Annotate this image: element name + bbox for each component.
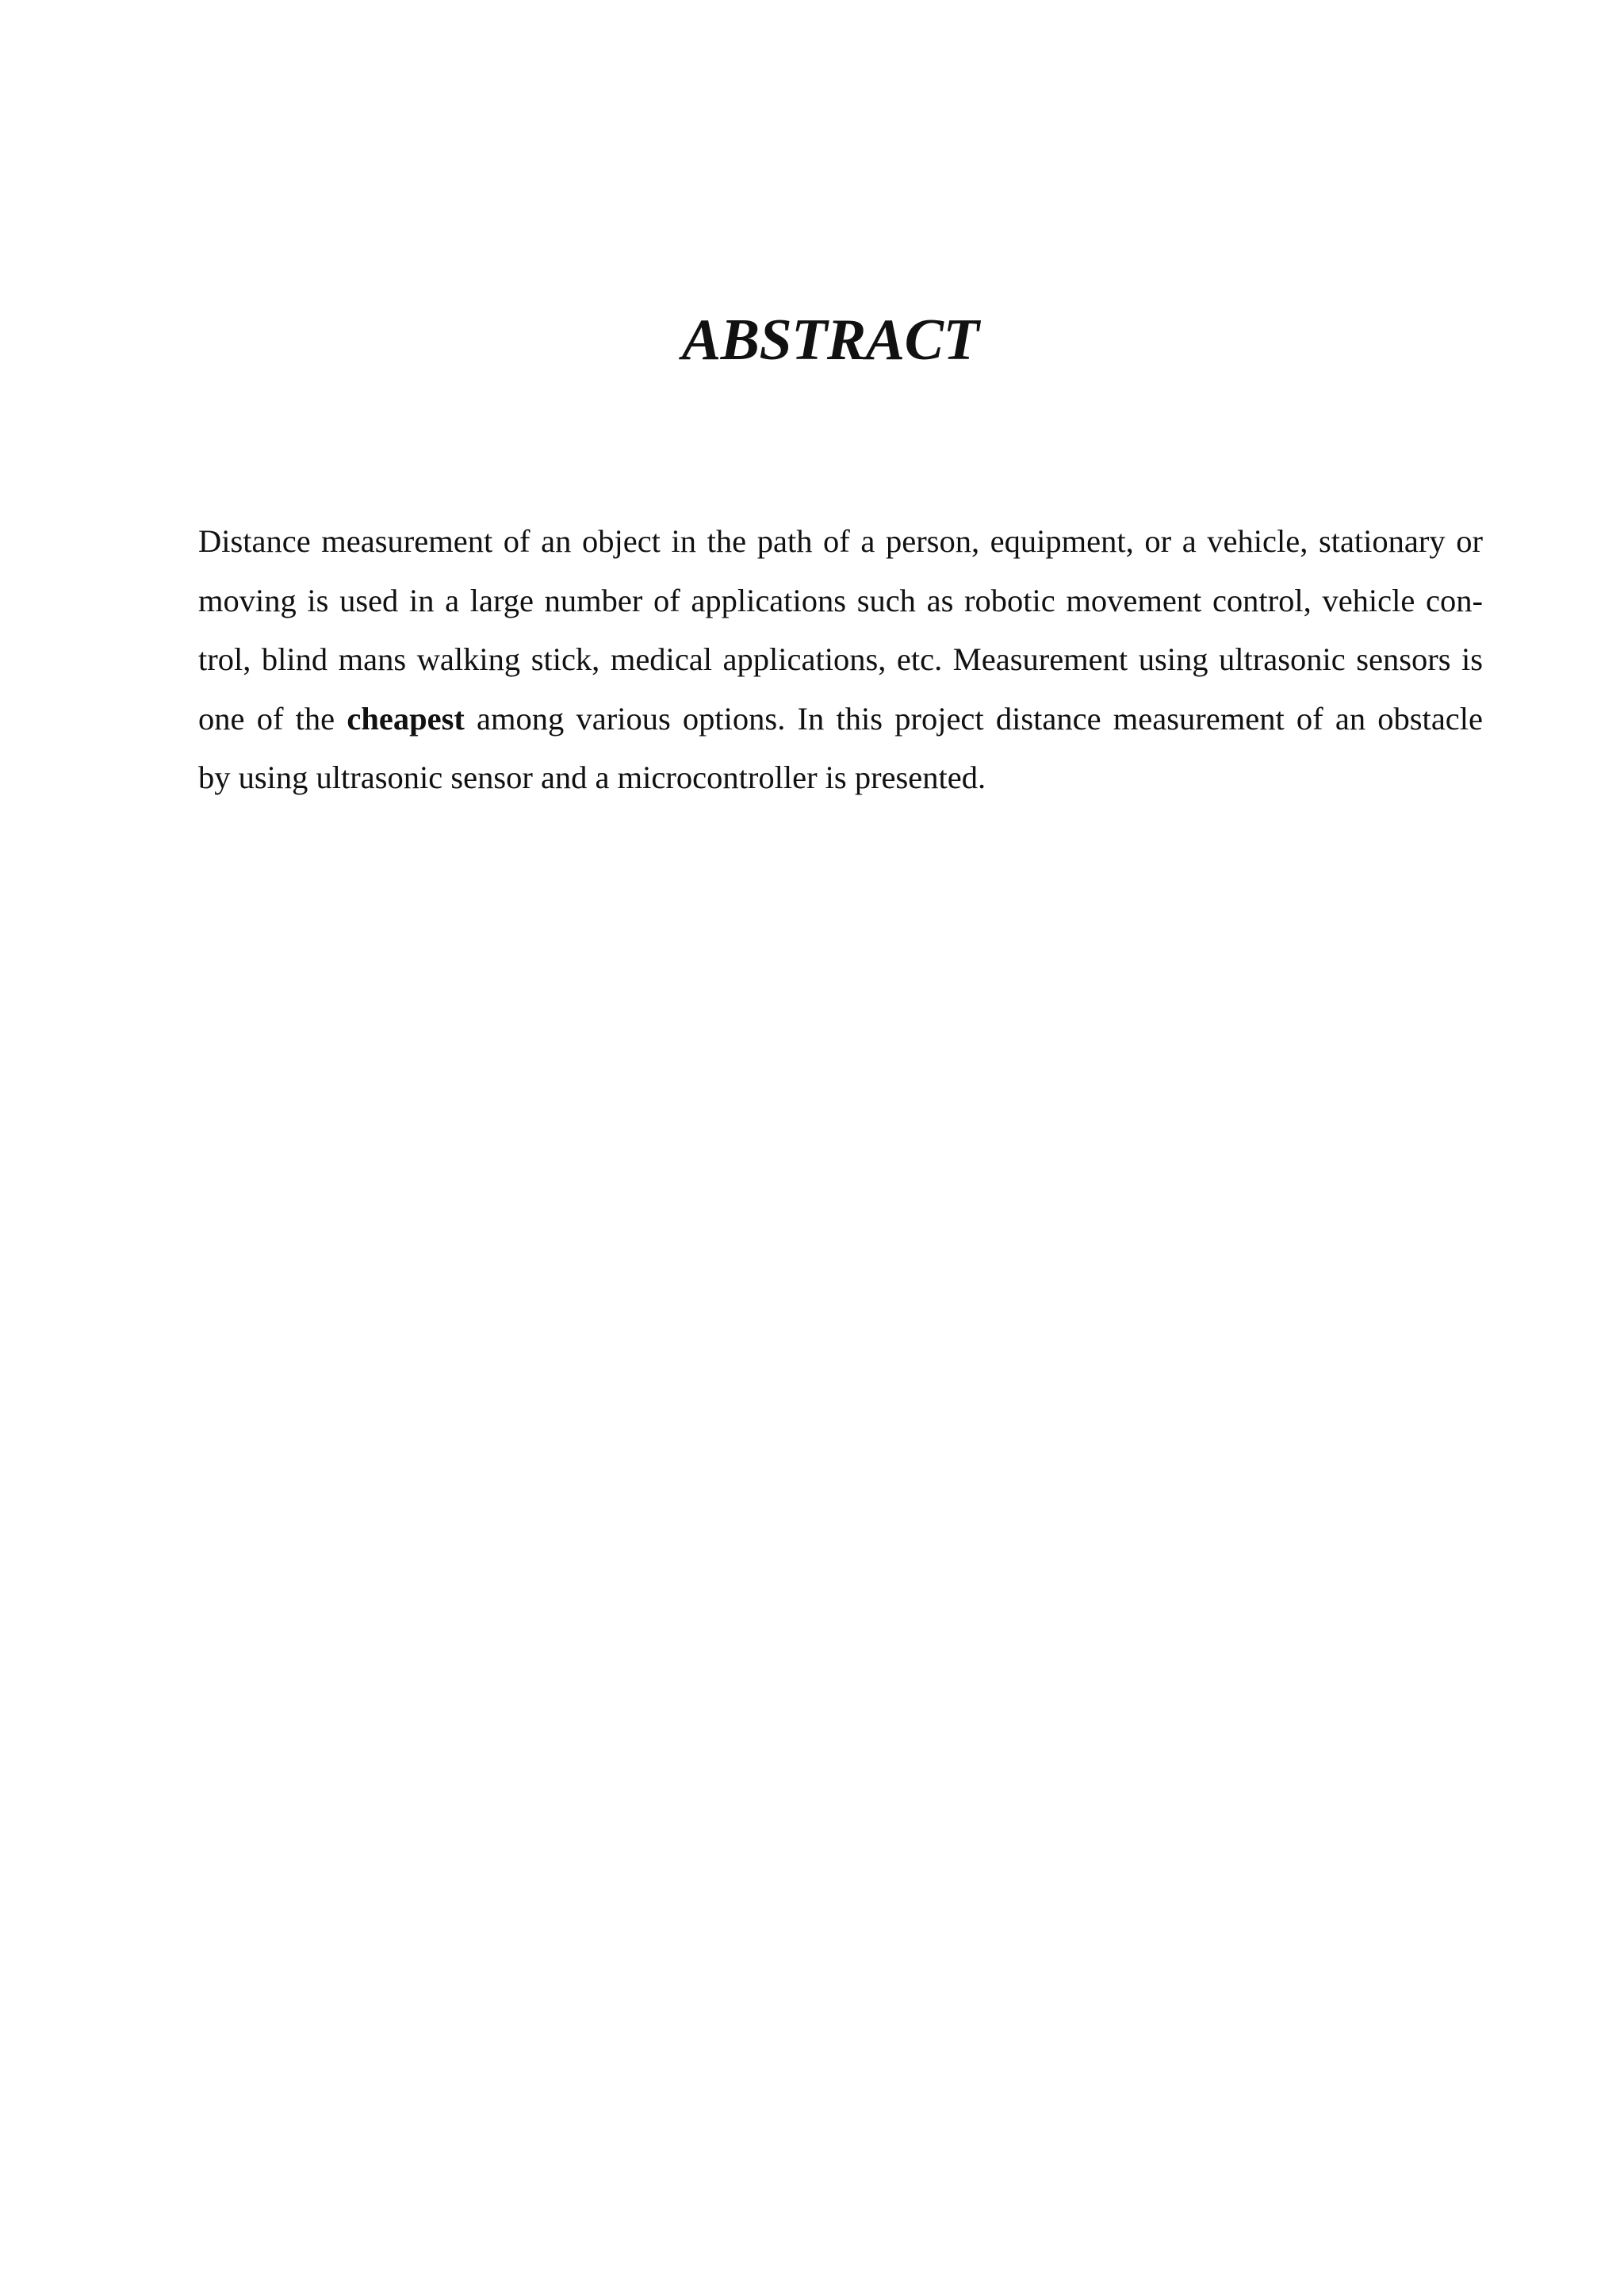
abstract-paragraph [198, 512, 1483, 808]
paragraph-line-text: by using ultrasonic sensor and a microcontroller is presented. [198, 760, 986, 795]
emphasized-word: cheapest [347, 700, 465, 737]
paragraph-line [198, 748, 1483, 808]
paragraph-line-text: Distance measurement of an object in the path of a person, equipment, or a vehicle, stationary or [198, 523, 1483, 559]
paragraph-line-text [198, 701, 1483, 737]
paragraph-line [198, 512, 1483, 572]
paragraph-line-text: trol, blind mans walking stick, medical applications, etc. Measurement using ultrasonic sensors is [198, 641, 1483, 677]
paragraph-line-text: moving is used in a large number of applications such as robotic movement control, vehicle con- [198, 582, 1483, 618]
abstract-title: ABSTRACT [681, 308, 979, 373]
paragraph-line [198, 572, 1483, 631]
paragraph-text-before-emphasis: one of the [198, 700, 347, 737]
paragraph-text-after-emphasis: among various options. In this project distance measurement of an obstacle [464, 700, 1483, 737]
paragraph-line [198, 630, 1483, 690]
paragraph-line [198, 690, 1483, 749]
